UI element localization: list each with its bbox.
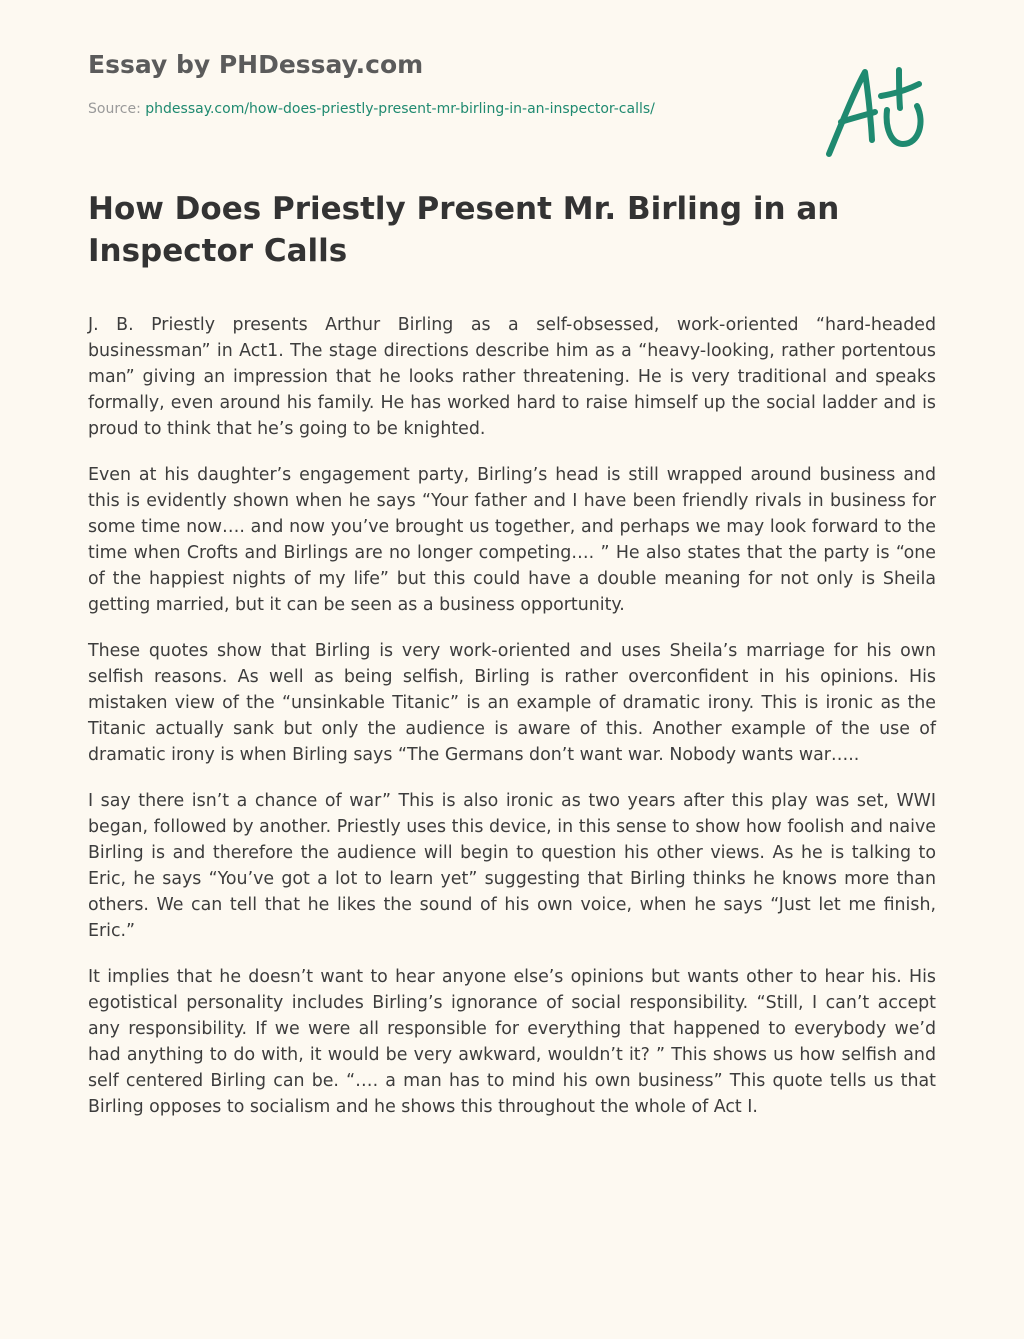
source-label: Source: xyxy=(88,101,146,117)
site-brand[interactable]: Essay by PHDessay.com xyxy=(88,50,424,79)
essay-paragraph: Even at his daughter’s engagement party, Birling’s head is still wrapped around business and this is evidently shown when he says “Your father and I have been friendly rivals in business for some time now…. and now you’ve brought us together, and perhaps we may look forward to the time when Crofts and Birlings are no longer competing…. ” He also states that the party is “one of the happiest nights of my life” but this could have a double meaning for not only is Sheila getting married, but it can be seen as a business opportunity. xyxy=(88,465,936,615)
source-line xyxy=(88,101,655,117)
essay-paragraph: These quotes show that Birling is very work-oriented and uses Sheila’s marriage for his own selfish reasons. As well as being selfish, Birling is rather overconfident in his opinions. His mistaken view of the “unsinkable Titanic” is an example of dramatic irony. This is ironic as the Titanic actually sank but only the audience is aware of this. Another example of the use of dramatic irony is when Birling says “The Germans don’t want war. Nobody wants war….. xyxy=(88,641,936,765)
essay-title: How Does Priestly Present Mr. Birling in an Inspector Calls xyxy=(88,191,840,269)
essay-paragraph: I say there isn’t a chance of war” This is also ironic as two years after this play was set, WWI began, followed by another. Priestly uses this device, in this sense to show how foolish and naive Birling is and therefore the audience will begin to question his other views. As he is talking to Eric, he says “You’ve got a lot to learn yet” suggesting that Birling thinks he knows more than others. We can tell that he likes the sound of his own voice, when he says “Just let me finish, Eric.” xyxy=(88,791,936,941)
a-plus-grade-icon xyxy=(823,60,933,162)
essay-paragraph: J. B. Priestly presents Arthur Birling as a self-obsessed, work-oriented “hard-headed businessman” in Act1. The stage directions describe him as a “heavy-looking, rather portentous man” giving an impression that he looks rather threatening. He is very traditional and speaks formally, even around his family. He has worked hard to raise himself up the social ladder and is proud to think that he’s going to be knighted. xyxy=(88,315,936,439)
essay-paragraph: It implies that he doesn’t want to hear anyone else’s opinions but wants other to hear his. His egotistical personality includes Birling’s ignorance of social responsibility. “Still, I can’t accept any responsibility. If we were all responsible for everything that happened to everybody we’d had anything to do with, it would be very awkward, wouldn’t it? ” This shows us how selfish and self centered Birling can be. “…. a man has to mind his own business” This quote tells us that Birling opposes to socialism and he shows this throughout the whole of Act I. xyxy=(88,967,936,1117)
essay-body xyxy=(88,312,936,1140)
source-link[interactable]: phdessay.com/how-does-priestly-present-mr-birling-in-an-inspector-calls/ xyxy=(145,101,655,117)
